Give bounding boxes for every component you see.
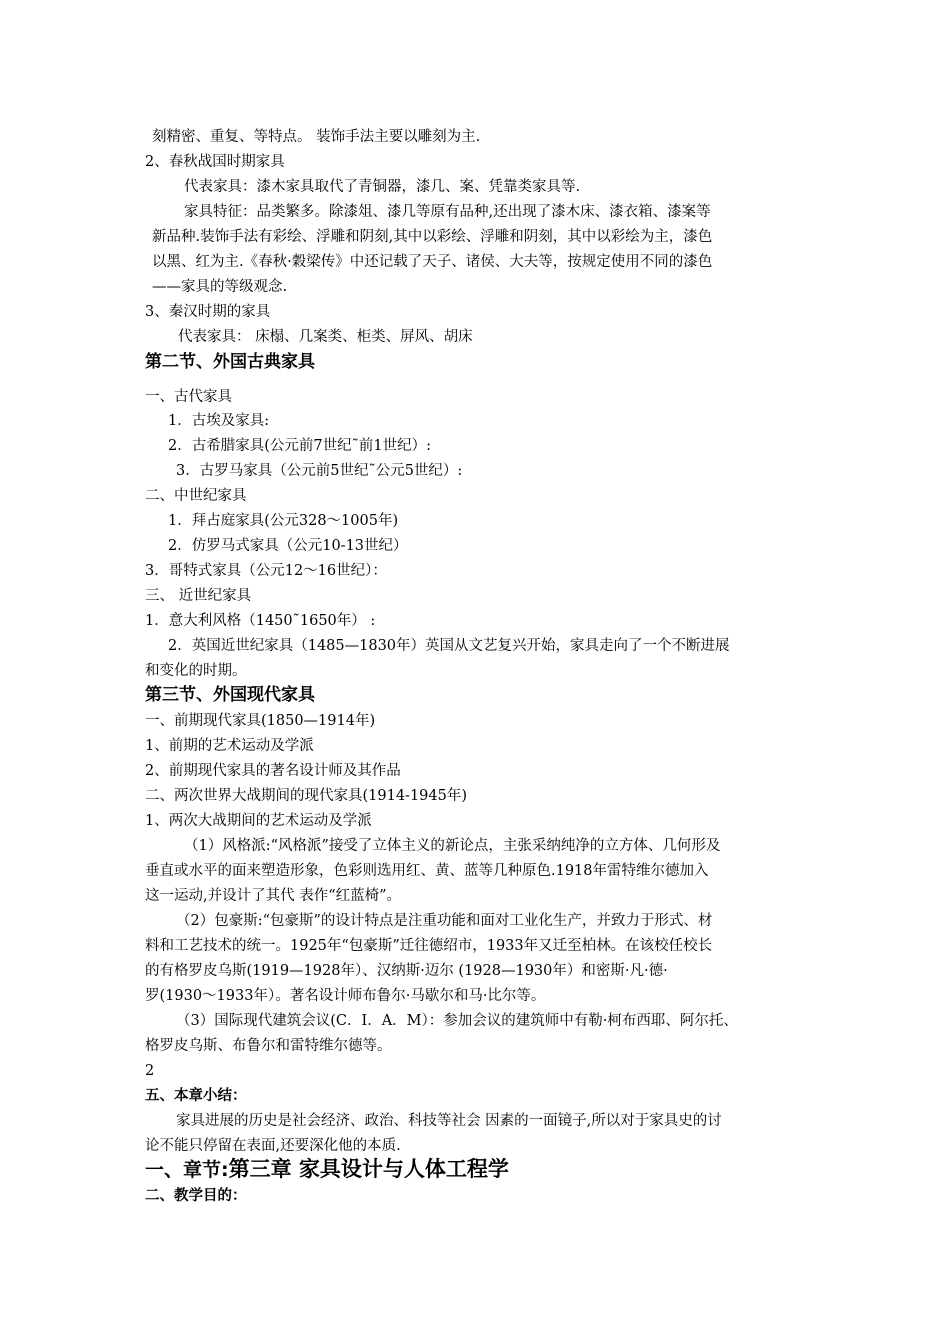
subsection-heading: 一、前期现代家具(1850—1914年) [145,713,376,729]
chapter-title [145,1156,509,1183]
paragraph-line: 家具进展的历史是社会经济、政治、科技等社会 因素的一面镜子,所以对于家具史的讨 [176,1113,722,1129]
section-heading: 2、春秋战国时期家具 [145,154,285,170]
paragraph-line: 罗(1930～1933年）。著名设计师布鲁尔·马歇尔和马·比尔等。 [145,988,546,1004]
list-item: 1．古埃及家具: [168,413,270,429]
chapter-label: 一、章节: [145,1159,229,1181]
section-heading: 3、秦汉时期的家具 [145,304,271,320]
subsection-heading: 三、 近世纪家具 [145,588,252,604]
paragraph-line: 料和工艺技术的统一。1925年“包豪斯”迁往德绍市，1933年又迁至柏林。在该校任校长 [145,938,713,954]
paragraph-line: 以黑、红为主.《春秋·穀梁传》中还记载了天子、诸侯、大夫等，按规定使用不同的漆色 [152,254,713,270]
list-item: 1．意大利风格（1450˜1650年） : [145,613,376,629]
paragraph-line: 代表家具：漆木家具取代了青铜器，漆几、案、凭靠类家具等. [184,179,581,195]
subsection-heading: 一、古代家具 [145,389,232,405]
paragraph-line: 垂直或水平的面来塑造形象，色彩则选用红、黄、蓝等几种原色.1918年雷特维尔德加入 [145,863,709,879]
section-heading: 二、教学目的： [145,1188,247,1204]
chapter-name: 第三章 家具设计与人体工程学 [228,1157,509,1181]
paragraph-line: 代表家具： 床榻、几案类、柜类、屏风、胡床 [178,329,473,345]
paragraph-line: 2．英国近世纪家具（1485—1830年）英国从文艺复兴开始，家具走向了一个不断进展 [168,638,730,654]
paragraph-line: 家具特征：品类繁多。除漆俎、漆几等原有品种,还出现了漆木床、漆衣箱、漆案等 [184,204,711,220]
section-title: 第三节、外国现代家具 [145,685,315,705]
subsection-heading: 二、中世纪家具 [145,488,247,504]
list-item: 1、前期的艺术运动及学派 [145,738,314,754]
list-item: 3．哥特式家具（公元12～16世纪）： [145,563,387,579]
paragraph-line: （1）风格派:“风格派”接受了立体主义的新论点，主张采纳纯净的立方体、几何形及 [184,838,721,854]
paragraph-line: 新品种.装饰手法有彩绘、浮雕和阴刻,其中以彩绘、浮雕和阴刻，其中以彩绘为主，漆色 [152,229,713,245]
paragraph-line: （2）包豪斯:“包豪斯”的设计特点是注重功能和面对工业化生产，并致力于形式、材 [176,913,713,929]
paragraph-line: ——家具的等级观念. [152,279,288,295]
section-heading: 五、本章小结： [145,1088,247,1104]
paragraph-line: （3）国际现代建筑会议(C．I．A．M）：参加会议的建筑师中有勒·柯布西耶、阿尔托、 [176,1013,738,1029]
list-item: 1．拜占庭家具(公元328～1005年) [168,513,399,529]
paragraph-line: 的有格罗皮乌斯(1919—1928年）、汉纳斯·迈尔 (1928—1930年）和密斯·凡·德· [145,963,668,979]
paragraph-line: 和变化的时期。 [145,663,247,679]
page-number: 2 [145,1063,155,1079]
paragraph-line: 刻精密、重复、等特点。 装饰手法主要以雕刻为主. [152,129,481,145]
paragraph-line: 这一运动,并设计了其代 表作“红蓝椅”。 [145,888,402,904]
paragraph-line: 论不能只停留在表面,还要深化他的本质. [145,1138,401,1154]
list-item: 2、前期现代家具的著名设计师及其作品 [145,763,401,779]
list-item: 2．古希腊家具(公元前7世纪˜前1世纪）: [168,438,431,454]
list-item: 2．仿罗马式家具（公元10-13世纪） [168,538,408,554]
list-item: 1、两次大战期间的艺术运动及学派 [145,813,372,829]
paragraph-line: 格罗皮乌斯、布鲁尔和雷特维尔德等。 [145,1038,392,1054]
list-item: 3．古罗马家具（公元前5世纪˜公元5世纪）: [176,463,463,479]
section-title: 第二节、外国古典家具 [145,352,315,372]
subsection-heading: 二、两次世界大战期间的现代家具(1914-1945年) [145,788,468,804]
